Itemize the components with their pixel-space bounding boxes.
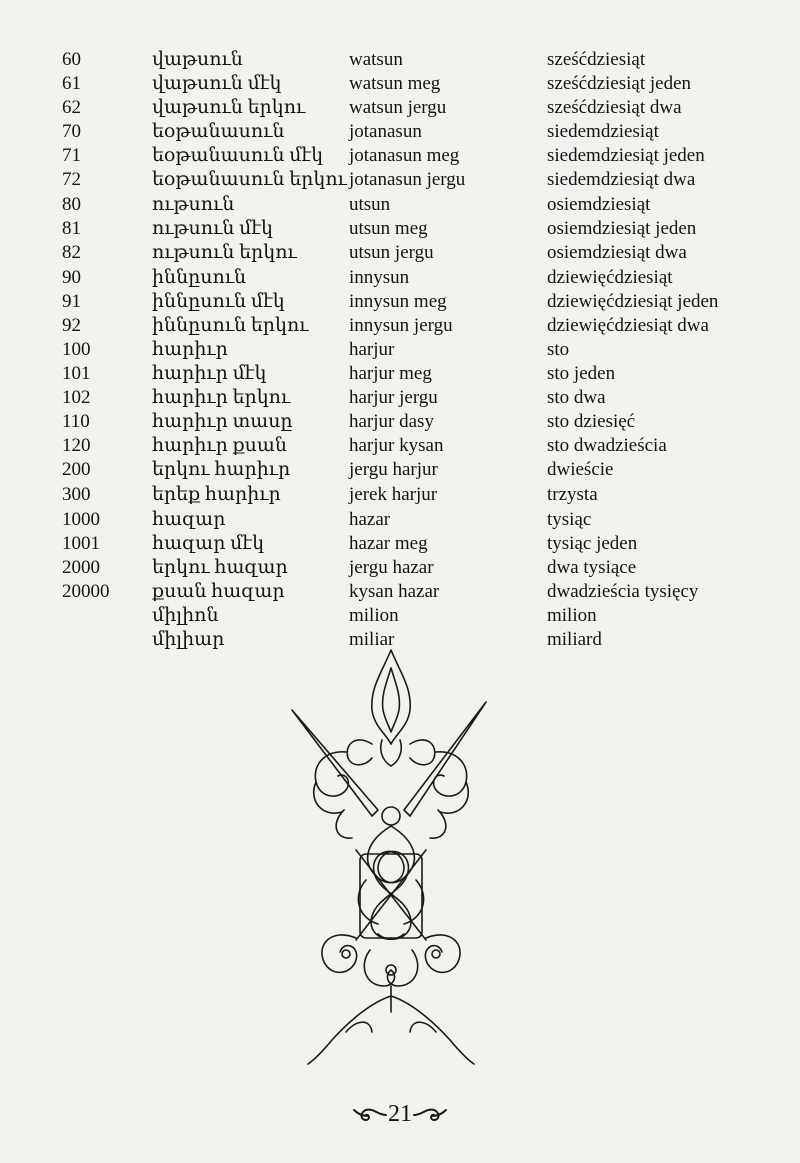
polish-cell: dziewięćdziesiąt dwa — [547, 315, 709, 336]
table-row — [0, 314, 800, 338]
armenian-cell: ութսուն երկու — [152, 242, 297, 263]
number-cell: 102 — [62, 387, 91, 408]
number-cell: 101 — [62, 363, 91, 384]
number-cell: 1001 — [62, 533, 100, 554]
table-row — [0, 266, 800, 290]
table-row — [0, 168, 800, 192]
armenian-cell: միլիար — [152, 629, 225, 650]
number-cell: 61 — [62, 73, 81, 94]
number-cell: 110 — [62, 411, 90, 432]
number-cell: 92 — [62, 315, 81, 336]
polish-cell: tysiąc — [547, 509, 592, 530]
armenian-knot-ornament-icon — [286, 640, 496, 1070]
table-row — [0, 362, 800, 386]
armenian-cell: հարիւր — [152, 339, 228, 360]
transliteration-cell: miliar — [349, 629, 395, 650]
transliteration-cell: harjur — [349, 339, 395, 360]
page-footer — [0, 1094, 800, 1134]
armenian-cell: երեք հարիւր — [152, 484, 281, 505]
transliteration-cell: jergu hazar — [349, 557, 434, 578]
transliteration-cell: utsun meg — [349, 218, 428, 239]
armenian-cell: հարիւր քսան — [152, 435, 287, 456]
polish-cell: sto jeden — [547, 363, 616, 384]
table-row — [0, 434, 800, 458]
transliteration-cell: harjur meg — [349, 363, 432, 384]
transliteration-cell: jergu harjur — [349, 459, 438, 480]
table-row — [0, 338, 800, 362]
transliteration-cell: utsun jergu — [349, 242, 434, 263]
armenian-cell: վաթսուն — [152, 49, 243, 70]
table-row — [0, 290, 800, 314]
armenian-cell: հարիւր երկու — [152, 387, 291, 408]
polish-cell: miliard — [547, 629, 602, 650]
scroll-flourish-icon — [412, 1104, 448, 1126]
table-row — [0, 72, 800, 96]
polish-cell: sześćdziesiąt dwa — [547, 97, 682, 118]
transliteration-cell: milion — [349, 605, 399, 626]
transliteration-cell: hazar — [349, 509, 391, 530]
polish-cell: siedemdziesiąt — [547, 121, 659, 142]
armenian-cell: իննըսուն երկու — [152, 315, 309, 336]
transliteration-cell: jotanasun jergu — [349, 169, 466, 190]
armenian-cell: վաթսուն մէկ — [152, 73, 282, 94]
polish-cell: siedemdziesiąt dwa — [547, 169, 696, 190]
table-row — [0, 410, 800, 434]
number-cell: 91 — [62, 291, 81, 312]
transliteration-cell: innysun meg — [349, 291, 447, 312]
armenian-cell: եօթանասուն — [152, 121, 285, 142]
polish-cell: sto — [547, 339, 570, 360]
armenian-cell: եօթանասուն երկու — [152, 169, 347, 190]
polish-cell: dziewięćdziesiąt jeden — [547, 291, 719, 312]
polish-cell: sto dziesięć — [547, 411, 636, 432]
transliteration-cell: utsun — [349, 194, 391, 215]
polish-cell: dwieście — [547, 459, 614, 480]
polish-cell: dwadzieścia tysięcy — [547, 581, 699, 602]
polish-cell: milion — [547, 605, 597, 626]
transliteration-cell: harjur dasy — [349, 411, 434, 432]
number-cell: 81 — [62, 218, 81, 239]
table-row — [0, 241, 800, 265]
number-cell: 62 — [62, 97, 81, 118]
transliteration-cell: watsun — [349, 49, 403, 70]
transliteration-cell: jerek harjur — [349, 484, 438, 505]
armenian-cell: իննըսուն մէկ — [152, 291, 285, 312]
armenian-cell: իննըսուն — [152, 267, 247, 288]
transliteration-cell: harjur kysan — [349, 435, 444, 456]
armenian-cell: հարիւր տասը — [152, 411, 293, 432]
polish-cell: tysiąc jeden — [547, 533, 638, 554]
number-cell: 72 — [62, 169, 81, 190]
table-row — [0, 48, 800, 72]
table-row — [0, 120, 800, 144]
armenian-cell: երկու հազար — [152, 557, 288, 578]
polish-cell: siedemdziesiąt jeden — [547, 145, 705, 166]
armenian-cell: եօթանասուն մէկ — [152, 145, 324, 166]
transliteration-cell: watsun jergu — [349, 97, 447, 118]
transliteration-cell: innysun — [349, 267, 410, 288]
table-row — [0, 217, 800, 241]
number-cell: 20000 — [62, 581, 110, 602]
number-cell: 2000 — [62, 557, 100, 578]
armenian-cell: ութսուն — [152, 194, 235, 215]
number-cell: 60 — [62, 49, 81, 70]
table-row — [0, 193, 800, 217]
table-row — [0, 508, 800, 532]
transliteration-cell: jotanasun meg — [349, 145, 460, 166]
table-row — [0, 96, 800, 120]
table-row — [0, 386, 800, 410]
number-cell: 300 — [62, 484, 91, 505]
polish-cell: sześćdziesiąt — [547, 49, 646, 70]
table-row — [0, 144, 800, 168]
polish-cell: sześćdziesiąt jeden — [547, 73, 692, 94]
number-cell: 1000 — [62, 509, 100, 530]
table-row — [0, 483, 800, 507]
number-cell: 90 — [62, 267, 81, 288]
polish-cell: osiemdziesiąt — [547, 194, 651, 215]
armenian-cell: հազար մէկ — [152, 533, 265, 554]
armenian-cell: վաթսուն երկու — [152, 97, 306, 118]
transliteration-cell: harjur jergu — [349, 387, 438, 408]
polish-cell: dziewięćdziesiąt — [547, 267, 673, 288]
armenian-cell: հարիւր մէկ — [152, 363, 267, 384]
polish-cell: dwa tysiące — [547, 557, 637, 578]
transliteration-cell: hazar meg — [349, 533, 428, 554]
table-row — [0, 532, 800, 556]
transliteration-cell: jotanasun — [349, 121, 422, 142]
table-row — [0, 580, 800, 604]
table-row — [0, 556, 800, 580]
number-cell: 71 — [62, 145, 81, 166]
number-cell: 200 — [62, 459, 91, 480]
armenian-cell: միլիոն — [152, 605, 219, 626]
table-row — [0, 458, 800, 482]
polish-cell: osiemdziesiąt dwa — [547, 242, 687, 263]
number-cell: 80 — [62, 194, 81, 215]
transliteration-cell: watsun meg — [349, 73, 441, 94]
polish-cell: osiemdziesiąt jeden — [547, 218, 697, 239]
page-number: 21 — [388, 1101, 412, 1127]
number-cell: 120 — [62, 435, 91, 456]
table-row — [0, 604, 800, 628]
number-cell: 100 — [62, 339, 91, 360]
transliteration-cell: kysan hazar — [349, 581, 440, 602]
scroll-flourish-icon — [352, 1104, 388, 1126]
polish-cell: sto dwadzieścia — [547, 435, 667, 456]
number-cell: 70 — [62, 121, 81, 142]
polish-cell: sto dwa — [547, 387, 606, 408]
armenian-cell: ութսուն մէկ — [152, 218, 273, 239]
armenian-cell: հազար — [152, 509, 226, 530]
number-cell: 82 — [62, 242, 81, 263]
armenian-cell: երկու հարիւր — [152, 459, 291, 480]
armenian-cell: քսան հազար — [152, 581, 285, 602]
polish-cell: trzysta — [547, 484, 598, 505]
transliteration-cell: innysun jergu — [349, 315, 453, 336]
